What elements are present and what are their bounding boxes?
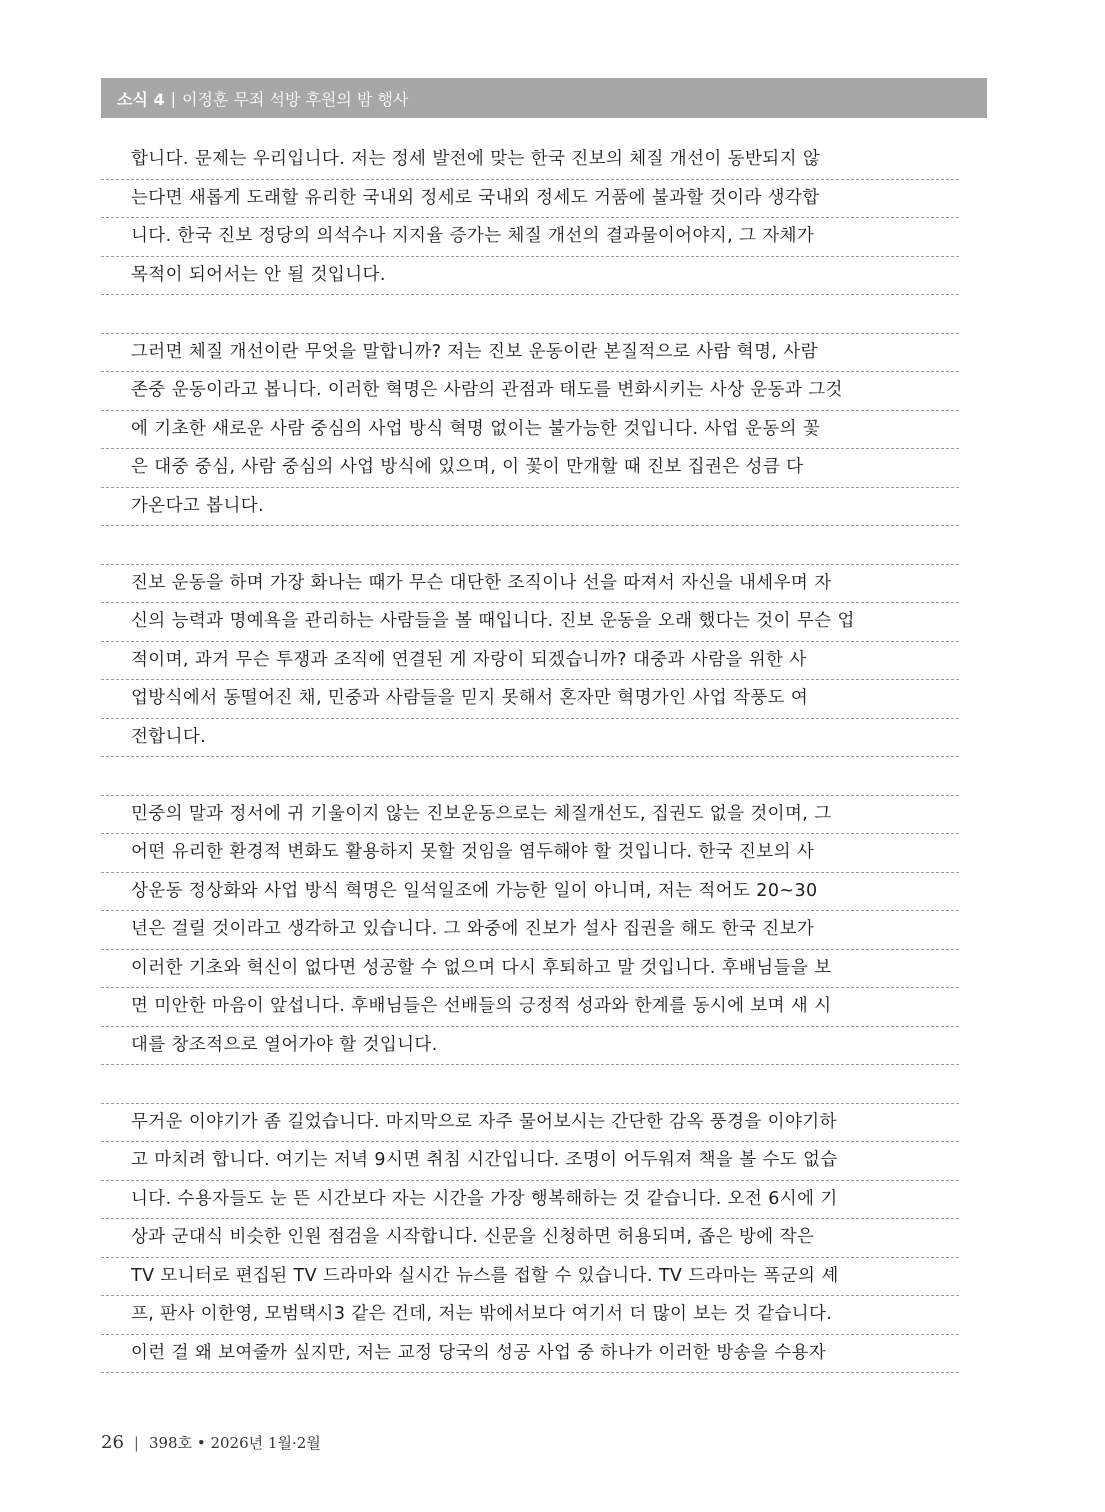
text-line: 고 마치려 합니다. 여기는 저녁 9시면 취침 시간입니다. 조명이 어두워져 책을 볼 수도 없습 <box>101 1142 959 1181</box>
text-line: 진보 운동을 하며 가장 화나는 때가 무슨 대단한 조직이나 선을 따져서 자신을 내세우며 자 <box>101 565 959 604</box>
text-line: 존중 운동이라고 봅니다. 이러한 혁명은 사람의 관점과 태도를 변화시키는 사상 운동과 그것 <box>101 372 959 411</box>
text-line: 적이며, 과거 무슨 투쟁과 조직에 연결된 게 자랑이 되겠습니까? 대중과 사람을 위한 사 <box>101 642 959 681</box>
text-line: 업방식에서 동떨어진 채, 민중과 사람들을 믿지 못해서 혼자만 혁명가인 사업 작풍도 여 <box>101 680 959 719</box>
page-footer <box>101 1432 321 1453</box>
text-line: 은 대중 중심, 사람 중심의 사업 방식에 있으며, 이 꽃이 만개할 때 진보 집권은 성큼 다 <box>101 449 959 488</box>
text-line: 그러면 체질 개선이란 무엇을 말합니까? 저는 진보 운동이란 본질적으로 사람 혁명, 사람 <box>101 334 959 373</box>
paragraph-3 <box>101 565 959 758</box>
text-line: 합니다. 문제는 우리입니다. 저는 정세 발전에 맞는 한국 진보의 체질 개선이 동반되지 않 <box>101 141 959 180</box>
article-title: 이정훈 무죄 석방 후원의 밤 행사 <box>182 89 409 109</box>
text-line: 전합니다. <box>101 719 959 758</box>
text-line: 년은 걸릴 것이라고 생각하고 있습니다. 그 와중에 진보가 설사 집권을 해도 한국 진보가 <box>101 911 959 950</box>
text-line: 상과 군대식 비슷한 인원 점검을 시작합니다. 신문을 신청하면 허용되며, 좁은 방에 작은 <box>101 1219 959 1258</box>
page-number: 26 <box>101 1432 124 1453</box>
text-line: 무거운 이야기가 좀 길었습니다. 마지막으로 자주 물어보시는 간단한 감옥 풍경을 이야기하 <box>101 1104 959 1143</box>
text-line: 이러한 기초와 혁신이 없다면 성공할 수 없으며 다시 후퇴하고 말 것입니다. 후배님들을 보 <box>101 950 959 989</box>
section-header-bar <box>101 78 987 118</box>
text-line: 상운동 정상화와 사업 방식 혁명은 일석일조에 가능한 일이 아니며, 저는 적어도 20~30 <box>101 873 959 912</box>
letter-body <box>101 141 959 1373</box>
header-separator: | <box>170 88 177 108</box>
footer-separator: | <box>133 1433 139 1452</box>
blank-ruled-line <box>101 295 959 334</box>
section-label: 소식 4 <box>117 89 165 109</box>
text-line: 이런 걸 왜 보여줄까 싶지만, 저는 교정 당국의 성공 사업 중 하나가 이러한 방송을 수용자 <box>101 1335 959 1374</box>
text-line: 신의 능력과 명예욕을 관리하는 사람들을 볼 때입니다. 진보 운동을 오래 했다는 것이 무슨 업 <box>101 603 959 642</box>
paragraph-1 <box>101 141 959 295</box>
blank-ruled-line <box>101 757 959 796</box>
paragraph-2 <box>101 334 959 527</box>
text-line: 가온다고 봅니다. <box>101 488 959 527</box>
text-line: 면 미안한 마음이 앞섭니다. 후배님들은 선배들의 긍정적 성과와 한계를 동시에 보며 새 시 <box>101 988 959 1027</box>
issue-info: 398호 • 2026년 1월·2월 <box>148 1434 321 1452</box>
text-line: 프, 판사 이한영, 모범택시3 같은 건데, 저는 밖에서보다 여기서 더 많이 보는 것 같습니다. <box>101 1296 959 1335</box>
text-line: 니다. 한국 진보 정당의 의석수나 지지율 증가는 체질 개선의 결과물이어야지, 그 자체가 <box>101 218 959 257</box>
text-line: 민중의 말과 정서에 귀 기울이지 않는 진보운동으로는 체질개선도, 집권도 없을 것이며, 그 <box>101 796 959 835</box>
text-line: 니다. 수용자들도 눈 뜬 시간보다 자는 시간을 가장 행복해하는 것 같습니다. 오전 6시에 기 <box>101 1181 959 1220</box>
paragraph-5 <box>101 1104 959 1374</box>
blank-ruled-line <box>101 526 959 565</box>
blank-ruled-line <box>101 1065 959 1104</box>
paragraph-4 <box>101 796 959 1066</box>
text-line: TV 모니터로 편집된 TV 드라마와 실시간 뉴스를 접할 수 있습니다. TV 드라마는 폭군의 셰 <box>101 1258 959 1297</box>
text-line: 어떤 유리한 환경적 변화도 활용하지 못할 것임을 염두해야 할 것입니다. 한국 진보의 사 <box>101 834 959 873</box>
text-line: 대를 창조적으로 열어가야 할 것입니다. <box>101 1027 959 1066</box>
text-line: 는다면 새롭게 도래할 유리한 국내외 정세로 국내외 정세도 거품에 불과할 것이라 생각합 <box>101 180 959 219</box>
text-line: 목적이 되어서는 안 될 것입니다. <box>101 257 959 296</box>
text-line: 에 기초한 새로운 사람 중심의 사업 방식 혁명 없이는 불가능한 것입니다. 사업 운동의 꽃 <box>101 411 959 450</box>
